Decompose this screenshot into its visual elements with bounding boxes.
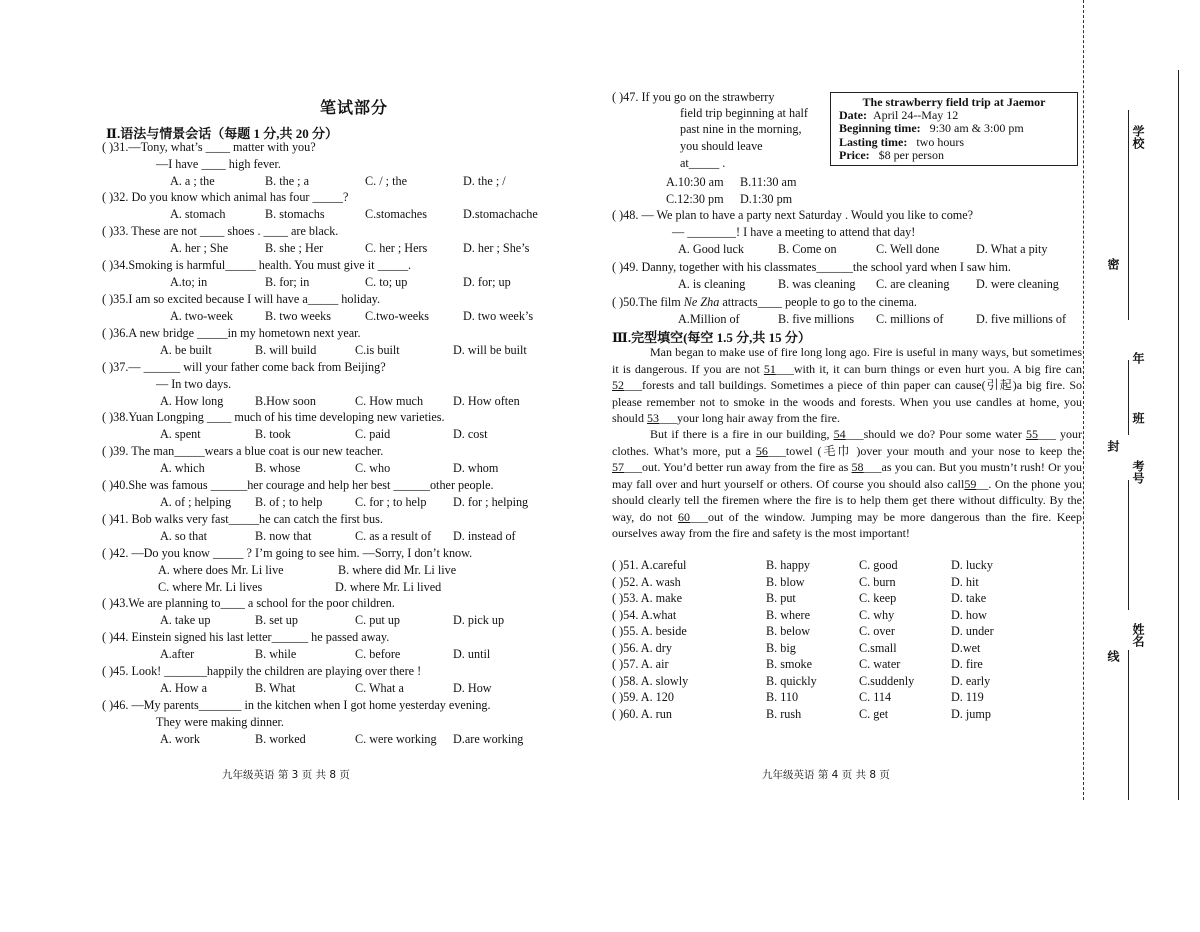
answer-option: A. take up [160, 613, 211, 627]
binding-name-label: 姓名 [1131, 623, 1145, 647]
answer-option: C.stomaches [365, 207, 427, 221]
question-stem: ( )32. Do you know which animal has four _____? [102, 190, 349, 204]
question-stem: ( )37.— ______ will your father come back from Beijing? [102, 360, 386, 374]
answer-option: C. How much [355, 394, 424, 408]
question-line: — ________! I have a meeting to attend that day! [672, 225, 916, 239]
answer-option: B. the ; a [265, 174, 310, 188]
blank-number: 60 [677, 509, 690, 524]
answer-option: D.stomachache [463, 207, 538, 221]
cloze-paragraph-2 [612, 426, 1082, 542]
passage-text: ___with it, it can burn things or even hurt you. A big fire can [775, 361, 1082, 376]
answer-option: D. for; up [463, 275, 511, 289]
info-box [830, 92, 1078, 166]
question-stem: ( )31.—Tony, what’s ____ matter with you? [102, 140, 316, 154]
binding-line [1128, 480, 1129, 610]
cloze-option-c: C.suddenly [859, 673, 915, 688]
question-stem: ( )42. —Do you know _____ ? I’m going to see him. —Sorry, I don’t know. [102, 546, 473, 560]
answer-option: C. where Mr. Li lives [158, 580, 263, 594]
cloze-option-b: B. blow [766, 574, 805, 589]
cloze-option-c: C. get [859, 706, 889, 721]
answer-option: B.11:30 am [740, 175, 797, 189]
answer-option: A. How long [160, 394, 224, 408]
passage-text: But if there is a fire in our building, [650, 427, 834, 441]
answer-option: B. took [255, 427, 291, 441]
answer-option: B. of ; to help [255, 495, 323, 509]
cloze-option-d: D. how [951, 607, 987, 622]
answer-option: B. What [255, 681, 296, 695]
question-stem: ( )44. Einstein signed his last letter______ he passed away. [102, 630, 390, 644]
info-box-row [839, 136, 1069, 149]
cloze-option-a: ( )52. A. wash [612, 574, 681, 589]
answer-option: A. her ; She [170, 241, 229, 255]
blank-number: 56 [755, 443, 768, 458]
cloze-option-a: ( )58. A. slowly [612, 673, 689, 688]
binding-class-label: 班 [1131, 412, 1145, 424]
blank-number: 52 [612, 378, 624, 392]
question-stem: ( )40.She was famous ______her courage and help her best ______other people. [102, 478, 494, 492]
binding-line [1128, 360, 1129, 435]
answer-option: A. which [160, 461, 205, 475]
answer-option: B. was cleaning [778, 277, 856, 291]
answer-option: A. be built [160, 343, 212, 357]
passage-text: ___towel (毛巾 )over your mouth and your nose to keep the [767, 443, 1082, 458]
answer-option: D. How often [453, 394, 520, 408]
cloze-option-b: B. put [766, 591, 796, 605]
passage-text: ___as you can. But you mustn’t rush! Or you may fall over and hurt yourself or others. Of course you should also call [612, 460, 1082, 491]
binding-xian-mark: 线 [1106, 650, 1120, 662]
answer-option: A. of ; helping [160, 495, 232, 509]
answer-option: B. Come on [778, 242, 837, 256]
answer-option: D. for ; helping [453, 495, 529, 509]
info-label: Date: [839, 108, 867, 123]
answer-option: C. who [355, 461, 391, 475]
answer-option: C. What a [355, 681, 404, 695]
cloze-option-b: B. where [766, 607, 810, 622]
question-stem-part: ( )50.The film [612, 295, 684, 309]
blank-number: 58 [851, 460, 864, 474]
binding-school-label: 学校 [1131, 125, 1145, 149]
answer-option: A.Million of [678, 312, 740, 326]
answer-option: B. now that [255, 529, 312, 543]
info-box-row [839, 149, 1069, 162]
answer-option: A. work [160, 732, 200, 746]
answer-option: C. paid [355, 427, 391, 441]
blank-number: 57 [612, 460, 624, 474]
answer-option: A. is cleaning [678, 277, 746, 291]
answer-option: D. five millions of [976, 312, 1067, 326]
answer-option: A. Good luck [678, 242, 745, 256]
answer-option: B. set up [255, 613, 298, 627]
binding-feng-mark: 封 [1106, 440, 1120, 452]
question-line: — In two days. [156, 377, 232, 391]
cloze-option-a: ( )57. A. air [612, 657, 669, 671]
answer-option: D. two week’s [463, 309, 534, 323]
answer-option: C. to; up [365, 275, 408, 289]
cloze-option-d: D. lucky [951, 558, 993, 572]
question-stem: ( )45. Look! _______happily the children are playing over there ! [102, 664, 422, 678]
binding-line [1128, 110, 1129, 320]
answer-option: B. for; in [265, 275, 310, 289]
cloze-option-a: ( )51. A.careful [612, 558, 687, 572]
cloze-option-c: C. why [859, 607, 895, 622]
cloze-option-d: D. early [951, 673, 991, 688]
page-footer-left: 九年级英语 第 3 页 共 8 页 [222, 769, 350, 781]
cloze-option-c: C. water [859, 657, 901, 671]
cloze-option-c: C. over [859, 624, 895, 638]
answer-option: B. worked [255, 732, 306, 746]
answer-option: D. What a pity [976, 242, 1048, 256]
cloze-option-b: B. below [766, 624, 811, 638]
answer-option: D.1:30 pm [740, 192, 793, 206]
passage-text: ___ your clothes. What’s more, put a [612, 427, 1082, 458]
question-stem: ( )36.A new bridge _____in my hometown next year. [102, 326, 361, 340]
binding-line [1128, 650, 1129, 800]
question-stem: ( )49. Danny, together with his classmates______the school yard when I saw him. [612, 260, 1011, 274]
answer-option: A. a ; the [170, 174, 215, 188]
info-box-title: The strawberry field trip at Jaemor [862, 95, 1046, 109]
answer-option: A. so that [160, 529, 208, 543]
question-line: field trip beginning at half [680, 106, 808, 120]
cloze-option-d: D. under [951, 624, 994, 638]
answer-option: C. were working [355, 732, 437, 746]
binding-mi-mark: 密 [1106, 258, 1120, 270]
question-stem-part: attracts____ people to go to the cinema. [719, 295, 917, 309]
answer-option: A.to; in [170, 275, 208, 289]
cloze-option-c: C. good [859, 558, 898, 572]
passage-text: ___out of the window. Jumping may be more dangerous than the fire. Keep ourselves away from the fire and safety is the most important! [612, 509, 1083, 540]
answer-option: A. two-week [170, 309, 233, 323]
blank-number: 51 [763, 361, 776, 376]
answer-option: B.How soon [255, 394, 316, 408]
question-stem: ( )38.Yuan Longping ____ much of his time developing new varieties. [102, 410, 445, 424]
answer-option: C. before [355, 647, 401, 661]
info-label: Beginning time: [839, 121, 921, 136]
film-title: Ne Zha [683, 295, 720, 309]
cloze-option-b: B. smoke [766, 657, 813, 671]
cloze-option-a: ( )56. A. dry [612, 640, 672, 655]
answer-option: A.10:30 am [666, 175, 724, 189]
answer-option: C. Well done [876, 242, 940, 256]
passage-text: ___out. You’d better run away from the fire as [624, 460, 852, 474]
cloze-option-d: D. fire [951, 657, 983, 671]
cloze-option-d: D. jump [951, 706, 991, 721]
answer-option: C. millions of [876, 312, 944, 326]
section-heading-grammar: Ⅱ.语法与情景会话（每题 1 分,共 20 分） [106, 126, 338, 141]
cloze-option-b: B. 110 [766, 690, 799, 704]
answer-option: D. were cleaning [976, 277, 1059, 291]
question-stem: ( )39. The man_____wears a blue coat is our new teacher. [102, 444, 384, 458]
question-stem: ( )46. —My parents_______ in the kitchen when I got home yesterday evening. [102, 698, 491, 712]
cloze-option-a: ( )53. A. make [612, 591, 683, 605]
passage-text: ___should we do? Pour some water [845, 427, 1026, 441]
info-value: April 24--May 12 [872, 108, 959, 123]
answer-option: B. will build [255, 343, 317, 357]
answer-option: C.12:30 pm [666, 192, 724, 206]
passage-text: ___your long hair away from the fire. [659, 411, 840, 425]
info-value: $8 per person [878, 147, 944, 162]
fold-line [1083, 0, 1084, 800]
question-line: you should leave [680, 139, 763, 153]
question-line: —I have ____ high fever. [156, 157, 281, 171]
question-stem: ( )43.We are planning to____ a school for the poor children. [102, 596, 395, 610]
answer-option: B. where did Mr. Li live [338, 563, 457, 577]
answer-option: B. she ; Her [265, 241, 324, 255]
cloze-option-d: D. take [951, 591, 987, 605]
answer-option: C.two-weeks [365, 309, 429, 323]
answer-option: D. will be built [453, 343, 527, 357]
info-label: Lasting time: [839, 134, 908, 149]
answer-option: C.is built [355, 343, 400, 357]
answer-option: A. spent [160, 427, 201, 441]
answer-option: D. the ; / [463, 174, 506, 188]
question-line: They were making dinner. [156, 715, 284, 729]
answer-option: D. cost [453, 427, 488, 441]
cloze-option-d: D. 119 [951, 690, 984, 704]
answer-option: D. where Mr. Li lived [335, 580, 442, 594]
answer-option: C. / ; the [365, 174, 407, 188]
cloze-option-a: ( )59. A. 120 [612, 690, 674, 704]
binding-strip [1100, 70, 1200, 800]
answer-option: B. five millions [778, 312, 855, 326]
cloze-option-b: B. quickly [766, 673, 817, 688]
question-line: at_____ . [680, 156, 726, 170]
question-stem: ( )34.Smoking is harmful_____ health. You must give it _____. [102, 258, 412, 272]
info-value: two hours [916, 134, 964, 149]
answer-option: A. where does Mr. Li live [158, 563, 284, 577]
answer-option: B. stomachs [265, 207, 325, 221]
page-footer-right: 九年级英语 第 4 页 共 8 页 [762, 769, 890, 781]
answer-option: C. as a result of [355, 529, 432, 543]
answer-option: A. stomach [170, 207, 226, 221]
question-stem [612, 295, 917, 310]
cloze-option-b: B. big [766, 640, 796, 655]
answer-option: D. whom [453, 461, 499, 475]
cloze-option-d: D. hit [951, 574, 979, 589]
passage-text: Man began to make use of fire long long ago. Fire is useful in many ways, but sometimes it is dangerous. If you are not [612, 345, 1082, 376]
answer-option: D. instead of [453, 529, 516, 543]
answer-option: D. her ; She’s [463, 241, 530, 255]
info-value: 9:30 am & 3:00 pm [929, 121, 1024, 136]
question-stem: ( )41. Bob walks very fast_____he can catch the first bus. [102, 512, 383, 526]
page-title: 笔试部分 [320, 100, 389, 117]
question-stem: ( )33. These are not ____ shoes . ____ are black. [102, 224, 339, 238]
cloze-option-d: D.wet [951, 640, 981, 655]
cloze-option-c: C. keep [859, 591, 897, 605]
section-heading-cloze: Ⅲ.完型填空(每空 1.5 分,共 15 分） [612, 330, 811, 345]
question-stem: ( )48. — We plan to have a party next Saturday . Would you like to come? [612, 208, 974, 222]
answer-option: C. are cleaning [876, 277, 950, 291]
answer-option: D. until [453, 647, 491, 661]
passage-text: __. On the phone you should clearly tell the firemen where the fire is to help them get there without difficulty. By the way, do not [612, 476, 1082, 524]
answer-option: D.are working [453, 732, 524, 746]
answer-option: A. How a [160, 681, 208, 695]
cloze-option-c: C. 114 [859, 690, 892, 704]
answer-option: C. put up [355, 613, 401, 627]
answer-option: D. How [453, 681, 492, 695]
binding-number-label: 考号 [1131, 460, 1145, 484]
answer-option: C. her ; Hers [365, 241, 428, 255]
answer-option: A.after [160, 647, 195, 661]
blank-number: 59 [964, 476, 977, 491]
blank-number: 54 [833, 427, 846, 441]
binding-grade-label: 年 [1131, 352, 1145, 364]
cloze-option-b: B. happy [766, 558, 811, 572]
binding-line [1178, 70, 1179, 800]
question-stem: ( )35.I am so excited because I will have a_____ holiday. [102, 292, 381, 306]
answer-option: D. pick up [453, 613, 505, 627]
cloze-option-a: ( )55. A. beside [612, 624, 687, 638]
cloze-option-a: ( )54. A.what [612, 607, 677, 622]
question-line: past nine in the morning, [680, 122, 802, 136]
cloze-option-c: C.small [859, 640, 897, 655]
cloze-option-b: B. rush [766, 706, 802, 721]
cloze-option-a: ( )60. A. run [612, 706, 672, 721]
question-line: ( )47. If you go on the strawberry [612, 90, 775, 104]
info-label: Price: [839, 147, 870, 162]
answer-option: B. whose [255, 461, 301, 475]
blank-number: 55 [1025, 427, 1038, 441]
answer-option: B. two weeks [265, 309, 332, 323]
passage-text: ___forests and tall buildings. Sometimes a piece of thin paper can cause(引起)a big fire. So please remember not to smoke in the woods and forests. When you use candles at home, you should [612, 378, 1082, 425]
answer-option: C. for ; to help [355, 495, 427, 509]
cloze-paragraph-1 [612, 344, 1082, 427]
cloze-option-c: C. burn [859, 574, 896, 589]
answer-option: B. while [255, 647, 297, 661]
blank-number: 53 [647, 411, 660, 425]
